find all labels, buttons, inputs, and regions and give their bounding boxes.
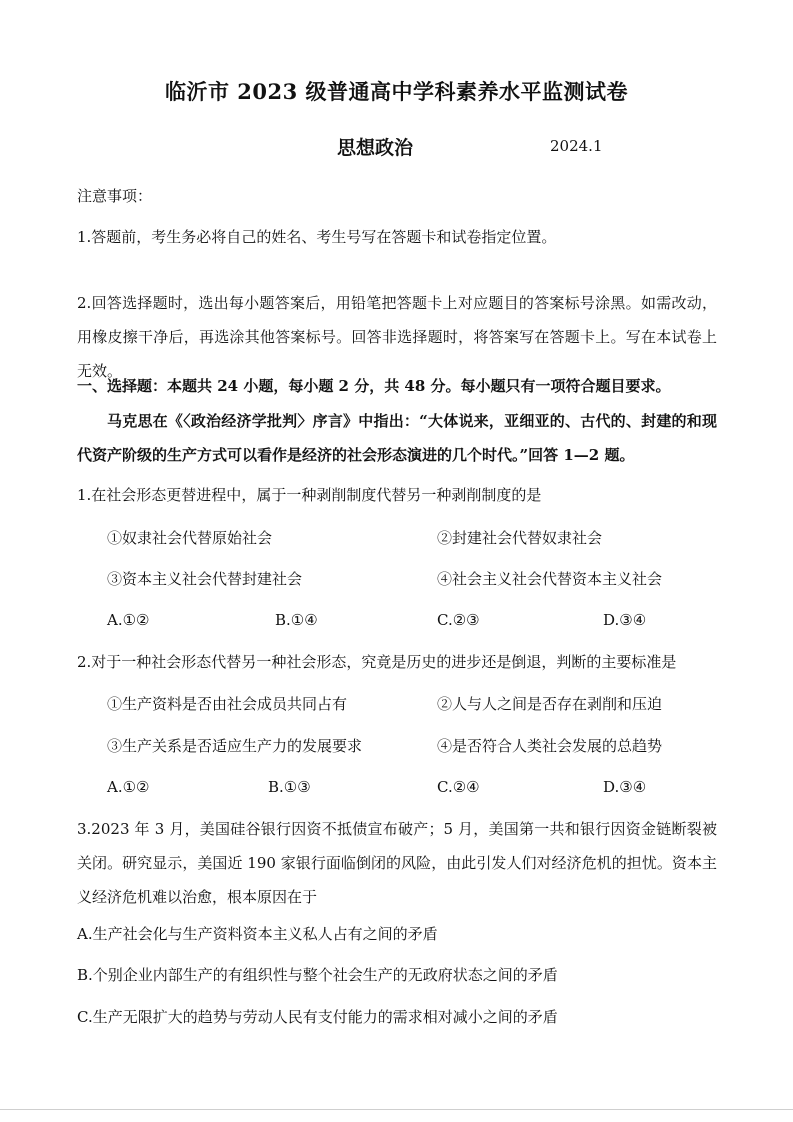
notice-item-2: 2.回答选择题时，选出每小题答案后，用铅笔把答题卡上对应题目的答案标号涂黑。如需改动，用橡皮擦干净后，再选涂其他答案标号。回答非选择题时，将答案写在答题卡上。写在本试卷上无效。	[77, 294, 717, 380]
question-1-item-3: ③资本主义社会代替封建社会	[107, 570, 303, 588]
exam-title: 临沂市 2023 级普通高中学科素养水平监测试卷	[164, 79, 629, 104]
question-1-choice-b: B.①④	[275, 611, 318, 629]
question-1-item-4: ④社会主义社会代替资本主义社会	[437, 570, 663, 588]
question-2-stem: 2.对于一种社会形态代替另一种社会形态，究竟是历史的进步还是倒退，判断的主要标准是	[77, 653, 677, 671]
question-1-item-2: ②封建社会代替奴隶社会	[437, 529, 603, 547]
page-bottom-divider	[0, 1109, 793, 1110]
question-2-choice-b: B.①③	[268, 778, 311, 796]
question-1-item-1: ①奴隶社会代替原始社会	[107, 529, 273, 547]
section-heading: 一、选择题：本题共 24 小题，每小题 2 分，共 48 分。每小题只有一项符合题目要求。	[77, 377, 671, 395]
question-2-item-2: ②人与人之间是否存在剥削和压迫	[437, 695, 663, 713]
question-1-stem: 1.在社会形态更替进程中，属于一种剥削制度代替另一种剥削制度的是	[77, 486, 542, 504]
notice-heading: 注意事项：	[77, 187, 153, 205]
exam-date: 2024.1	[550, 137, 603, 155]
question-3-option-c: C.生产无限扩大的趋势与劳动人民有支付能力的需求相对减小之间的矛盾	[77, 1008, 558, 1026]
material-intro: 马克思在《〈政治经济学批判〉序言》中指出：“大体说来，亚细亚的、古代的、封建的和现代资产阶级的生产方式可以看作是经济的社会形态演进的几个时代。”回答 1—2 题。	[77, 412, 717, 464]
question-2-choice-a: A.①②	[107, 778, 150, 796]
question-1-choice-c: C.②③	[437, 611, 480, 629]
question-2-item-1: ①生产资料是否由社会成员共同占有	[107, 695, 348, 713]
subject-title: 思想政治	[337, 137, 414, 159]
question-2-choice-c: C.②④	[437, 778, 480, 796]
question-2-item-3: ③生产关系是否适应生产力的发展要求	[107, 737, 363, 755]
question-2-choice-d: D.③④	[603, 778, 647, 796]
notice-item-1: 1.答题前，考生务必将自己的姓名、考生号写在答题卡和试卷指定位置。	[77, 228, 557, 246]
question-2-item-4: ④是否符合人类社会发展的总趋势	[437, 737, 663, 755]
question-3-option-a: A.生产社会化与生产资料资本主义私人占有之间的矛盾	[77, 925, 438, 943]
question-3-stem: 3.2023 年 3 月，美国硅谷银行因资不抵债宣布破产；5 月，美国第一共和银行因资金链断裂被关闭。研究显示，美国近 190 家银行面临倒闭的风险，由此引发人们对经济危机的担忧。资本主义经济危机难以治愈，根本原因在于	[77, 820, 717, 906]
question-1-choice-a: A.①②	[107, 611, 150, 629]
question-1-choice-d: D.③④	[603, 611, 647, 629]
question-3-option-b: B.个别企业内部生产的有组织性与整个社会生产的无政府状态之间的矛盾	[77, 966, 558, 984]
